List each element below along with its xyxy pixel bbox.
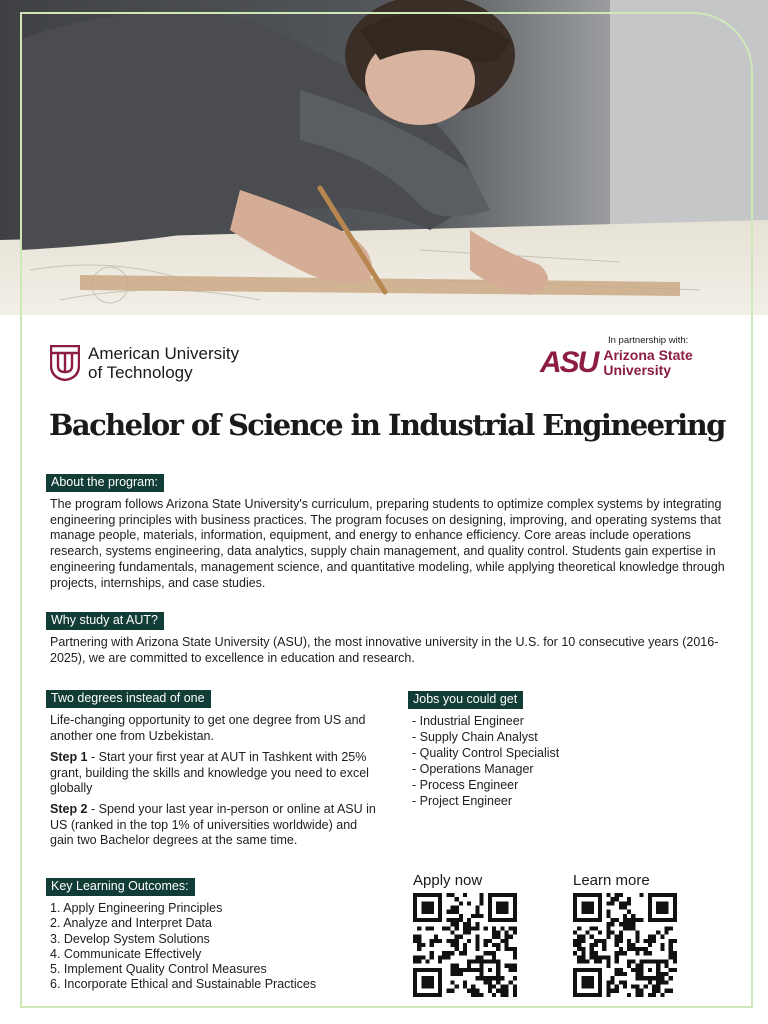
- list-item: - Operations Manager: [412, 762, 534, 776]
- list-item: - Quality Control Specialist: [412, 746, 560, 760]
- asu-mark: ASU: [540, 346, 598, 379]
- aut-name-line1: American University: [88, 344, 240, 363]
- jobs-list: [412, 713, 559, 809]
- step1-text: - Start your first year at AUT in Tashkent with 25% grant, building the skills and knowledge you need to excel globally: [50, 750, 369, 796]
- aut-logo: [50, 344, 239, 382]
- list-item: 1. Apply Engineering Principles: [50, 901, 223, 915]
- asu-name-line1: Arizona State: [603, 347, 693, 363]
- page-title: Bachelor of Science in Industrial Engineering: [49, 408, 725, 442]
- list-item: - Process Engineer: [412, 778, 519, 792]
- why-heading: Why study at AUT?: [46, 612, 164, 630]
- asu-name: [603, 348, 692, 378]
- outcomes-list: [50, 901, 316, 993]
- aut-name-line2: of Technology: [88, 363, 193, 382]
- about-text: The program follows Arizona State University's curriculum, preparing students to optimize complex systems by integrating engineering principles with business practices. The program focuses on designing, improving, and operating systems that manage people, materials, information, equipment, and energy to enhance efficiency. Core areas include operations research, systems engineering, data analytics, supply chain management, and quality control. Students gain expertise in engineering fundamentals, management science, and quantitative modeling, while applying theoretical knowledge through projects, internships, and case studies.: [50, 497, 725, 590]
- list-item: 3. Develop System Solutions: [50, 931, 210, 946]
- step2-text: - Spend your last year in-person or online at ASU in US (ranked in the top 1% of universities worldwide) and gain two Bachelor degrees at the same time.: [50, 802, 376, 848]
- about-heading: About the program:: [46, 474, 164, 492]
- asu-partner-logo: [540, 335, 710, 378]
- hero-photo-illustration: [0, 0, 768, 315]
- list-item: 4. Communicate Effectively: [50, 946, 202, 961]
- learn-more-label: Learn more: [573, 872, 650, 889]
- degrees-intro: Life-changing opportunity to get one degree from US and another one from Uzbekistan.: [50, 713, 366, 743]
- degrees-step1: [50, 750, 380, 797]
- apply-now-label: Apply now: [413, 872, 483, 889]
- list-item: - Supply Chain Analyst: [412, 730, 538, 744]
- learn-more-qr-code[interactable]: [573, 893, 677, 997]
- degrees-heading: Two degrees instead of one: [46, 690, 211, 708]
- list-item: 2. Analyze and Interpret Data: [50, 916, 212, 931]
- partner-label: In partnership with:: [608, 335, 689, 346]
- step1-label: Step 1: [50, 750, 88, 764]
- asu-name-line2: University: [603, 362, 672, 378]
- list-item: - Industrial Engineer: [412, 714, 524, 728]
- hero-photo: [0, 0, 768, 315]
- list-item: 5. Implement Quality Control Measures: [50, 962, 267, 977]
- list-item: 6. Incorporate Ethical and Sustainable Practices: [50, 977, 317, 992]
- degrees-step2: [50, 802, 380, 849]
- why-text: Partnering with Arizona State University (ASU), the most innovative university in the U.S. for 10 consecutive years (2016-2025), we are committed to excellence in education and research.: [50, 635, 719, 665]
- list-item: - Project Engineer: [412, 794, 513, 808]
- asu-logo-row: [540, 348, 710, 378]
- apply-now-qr-code[interactable]: [413, 893, 517, 997]
- jobs-heading: Jobs you could get: [408, 691, 523, 709]
- aut-name: [88, 344, 239, 382]
- step2-label: Step 2: [50, 802, 88, 816]
- aut-shield-icon: [50, 345, 80, 381]
- outcomes-heading: Key Learning Outcomes:: [46, 878, 195, 896]
